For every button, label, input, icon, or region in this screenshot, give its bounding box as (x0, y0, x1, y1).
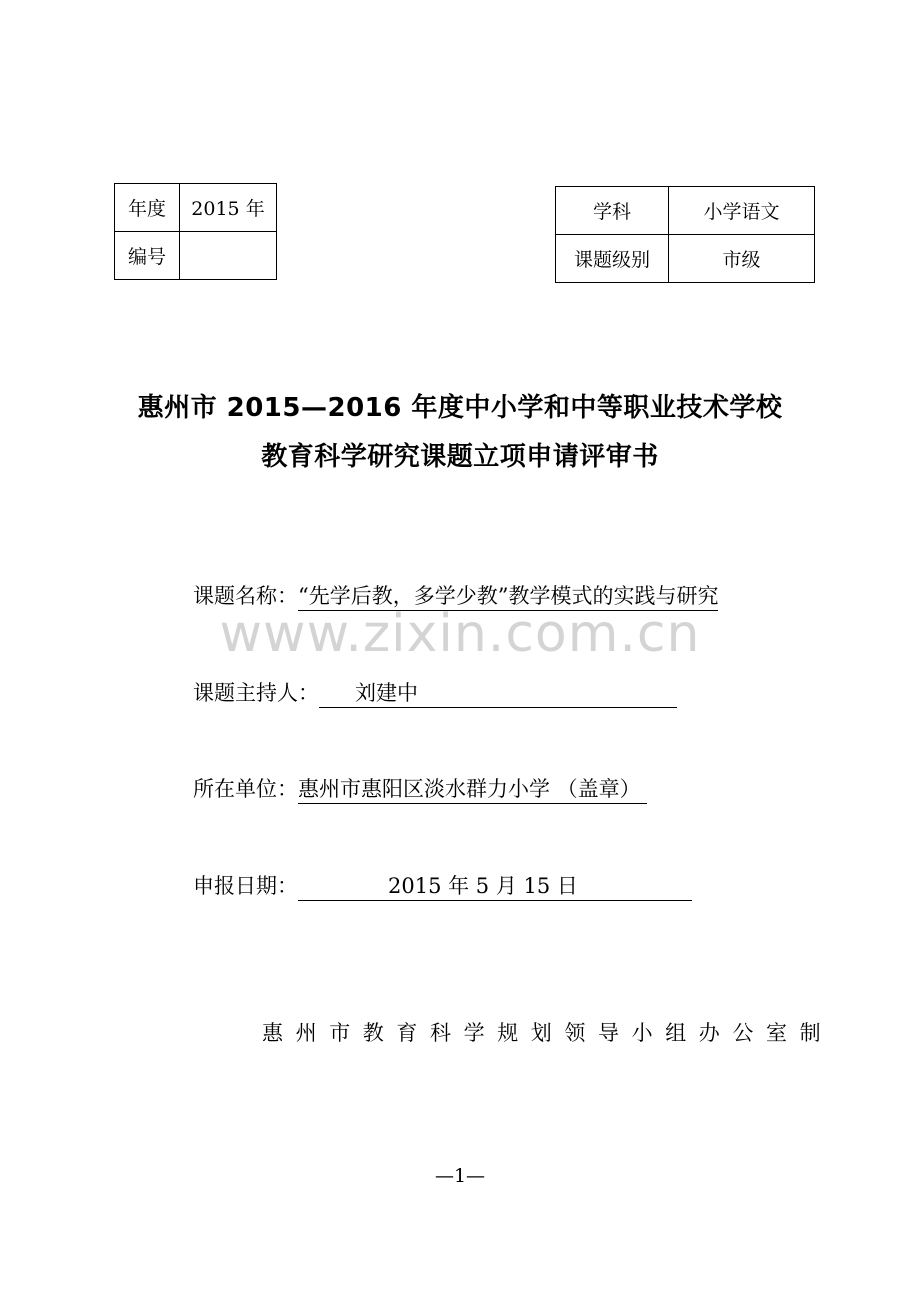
project-name-label: 课题名称： (193, 584, 298, 608)
document-title-line1: 惠州市 2015—2016 年度中小学和中等职业技术学校 (137, 393, 783, 423)
level-label: 课题级别 (556, 235, 669, 283)
number-label: 编号 (115, 232, 180, 280)
year-number-table (114, 183, 277, 280)
date-label: 申报日期： (193, 874, 298, 898)
table-row (556, 235, 815, 283)
watermark: www.zixin.com.cn (219, 604, 701, 664)
unit-field (193, 774, 647, 804)
table-row (115, 232, 277, 280)
project-name-value: “先学后教，多学少教”教学模式的实践与研究 (298, 582, 718, 611)
year-label: 年度 (115, 184, 180, 232)
issuing-office: 惠州市教育科学规划领导小组办公室制 (262, 1021, 834, 1045)
unit-label: 所在单位： (193, 777, 298, 801)
level-value: 市级 (669, 235, 815, 283)
unit-value: 惠州市惠阳区淡水群力小学 （盖章） (298, 775, 647, 804)
date-value: 2015 年 5 月 15 日 (298, 872, 692, 901)
subject-label: 学科 (556, 187, 669, 235)
host-field (193, 678, 677, 708)
date-field (193, 871, 692, 901)
page-number: —1— (434, 1165, 486, 1187)
table-row (556, 187, 815, 235)
table-row (115, 184, 277, 232)
document-title-line2: 教育科学研究课题立项申请评审书 (261, 442, 659, 472)
host-label: 课题主持人： (193, 681, 319, 705)
number-value (180, 232, 277, 280)
year-value: 2015 年 (180, 184, 277, 232)
host-value: 刘建中 (319, 679, 677, 708)
subject-level-table (555, 186, 815, 283)
subject-value: 小学语文 (669, 187, 815, 235)
